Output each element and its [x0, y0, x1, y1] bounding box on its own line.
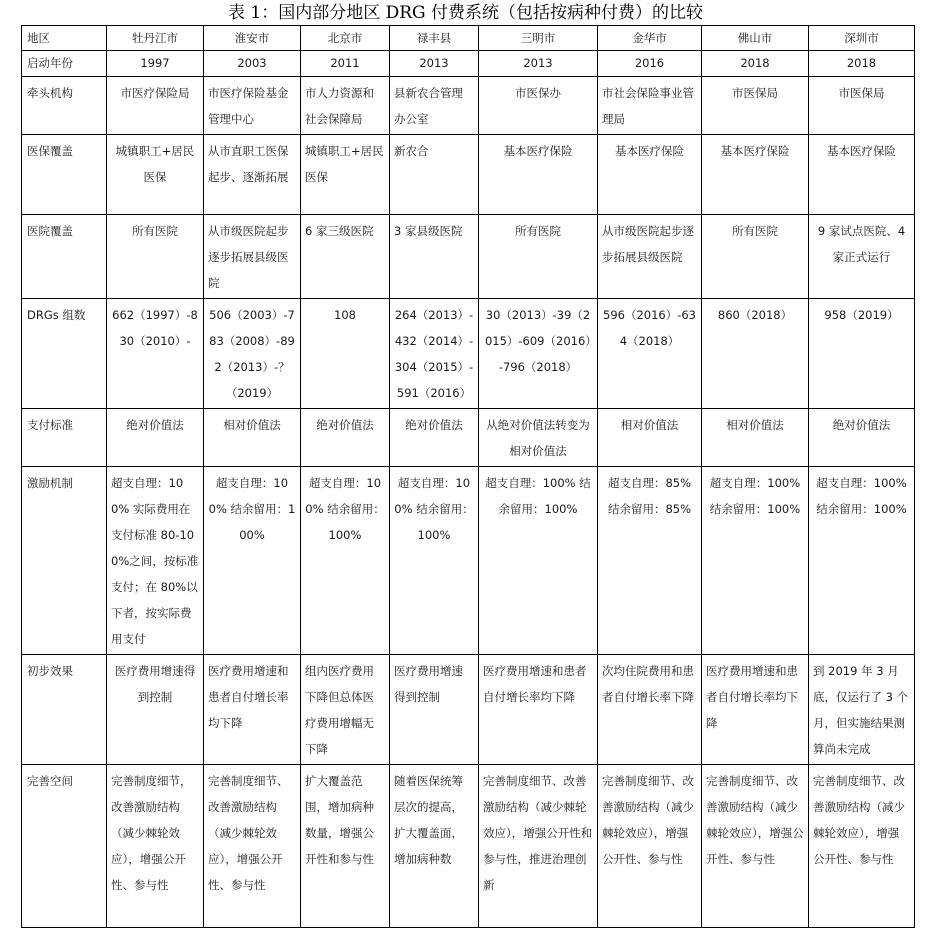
table-cell: 基本医疗保险: [809, 135, 915, 215]
table-cell: 所有医院: [479, 215, 598, 299]
row-label: 医院覆盖: [22, 215, 107, 299]
table-cell: 医疗费用增速得到控制: [107, 655, 204, 765]
table-cell: 超支自理：100% 结余留用：100%: [809, 467, 915, 655]
table-cell: 次均住院费用和患者自付增长率下降: [598, 655, 702, 765]
row-label: 完善空间: [22, 765, 107, 928]
row-label: 激励机制: [22, 467, 107, 655]
header-cell: 牡丹江市: [107, 26, 204, 51]
row-label: 支付标准: [22, 409, 107, 467]
table-cell: 从绝对价值法转变为相对价值法: [479, 409, 598, 467]
table-row: [22, 215, 915, 299]
header-cell: 佛山市: [702, 26, 809, 51]
table-cell: 相对价值法: [598, 409, 702, 467]
table-cell: 完善制度细节、改善激励结构（减少棘轮效应），增强公开性和参与性，推进治理创新: [479, 765, 598, 928]
header-row: [22, 26, 915, 51]
table-cell: 30（2013）-39（2015）-609（2016）-796（2018）: [479, 299, 598, 409]
table-cell: 绝对价值法: [809, 409, 915, 467]
table-cell: 超支自理：100% 实际费用在支付标准 80-100%之间，按标准支付；在 80%以下者，按实际费用支付: [107, 467, 204, 655]
table-cell: 2003: [204, 51, 301, 77]
row-label: DRGs 组数: [22, 299, 107, 409]
table-cell: 3 家县级医院: [390, 215, 479, 299]
table-cell: 超支自理：100% 结余留用：100%: [702, 467, 809, 655]
table-cell: 从市直职工医保起步、逐渐拓展: [204, 135, 301, 215]
table-cell: 超支自理：100% 结余留用：100%: [390, 467, 479, 655]
table-cell: 城镇职工+居民医保: [107, 135, 204, 215]
table-cell: 医疗费用增速和患者自付增长率均下降: [204, 655, 301, 765]
table-cell: 扩大覆盖范围，增加病种数量，增强公开性和参与性: [301, 765, 390, 928]
table-cell: 组内医疗费用下降但总体医疗费用增幅无下降: [301, 655, 390, 765]
table-cell: 市医保局: [809, 77, 915, 135]
table-cell: 完善制度细节、改善激励结构（减少棘轮效应），增强公开性、参与性: [598, 765, 702, 928]
header-cell: 北京市: [301, 26, 390, 51]
table-cell: 新农合: [390, 135, 479, 215]
table-cell: 医疗费用增速得到控制: [390, 655, 479, 765]
table-cell: 绝对价值法: [301, 409, 390, 467]
header-cell-region: 地区: [22, 26, 107, 51]
table-cell: 基本医疗保险: [702, 135, 809, 215]
table-cell: 958（2019）: [809, 299, 915, 409]
table-row: [22, 51, 915, 77]
header-cell: 深圳市: [809, 26, 915, 51]
table-cell: 2013: [479, 51, 598, 77]
row-label: 启动年份: [22, 51, 107, 77]
row-label: 医保覆盖: [22, 135, 107, 215]
table-row: [22, 467, 915, 655]
table-cell: 医疗费用增速和患者自付增长率均下降: [702, 655, 809, 765]
table-cell: 9 家试点医院、4 家正式运行: [809, 215, 915, 299]
table-row: [22, 135, 915, 215]
table-cell: 2016: [598, 51, 702, 77]
table-cell: 绝对价值法: [107, 409, 204, 467]
table-row: [22, 299, 915, 409]
table-cell: 市医保办: [479, 77, 598, 135]
table-cell: 基本医疗保险: [479, 135, 598, 215]
table-cell: 基本医疗保险: [598, 135, 702, 215]
row-label: 初步效果: [22, 655, 107, 765]
table-cell: 市医疗保险基金管理中心: [204, 77, 301, 135]
table-cell: 超支自理：85% 结余留用：85%: [598, 467, 702, 655]
table-cell: 相对价值法: [702, 409, 809, 467]
table-cell: 完善制度细节、改善激励结构（减少棘轮效应），增强公开性、参与性: [204, 765, 301, 928]
table-cell: 1997: [107, 51, 204, 77]
table-cell: 到 2019 年 3 月底，仅运行了 3 个月，但实施结果测算尚未完成: [809, 655, 915, 765]
table-cell: 完善制度细节，改善激励结构（减少棘轮效应），增强公开性、参与性: [107, 765, 204, 928]
table-cell: 超支自理：100% 结余留用：100%: [204, 467, 301, 655]
table-cell: 264（2013）-432（2014）-304（2015）-591（2016）: [390, 299, 479, 409]
row-label: 牵头机构: [22, 77, 107, 135]
table-cell: 2018: [702, 51, 809, 77]
table-cell: 随着医保统筹层次的提高，扩大覆盖面，增加病种数: [390, 765, 479, 928]
table-cell: 市人力资源和社会保障局: [301, 77, 390, 135]
table-cell: 所有医院: [107, 215, 204, 299]
table-cell: 108: [301, 299, 390, 409]
table-cell: 596（2016）-634（2018）: [598, 299, 702, 409]
table-row: [22, 409, 915, 467]
table-caption: 表 1：国内部分地区 DRG 付费系统（包括按病种付费）的比较: [227, 3, 704, 23]
table-cell: 县新农合管理办公室: [390, 77, 479, 135]
table-cell: 超支自理：100% 结余留用：100%: [301, 467, 390, 655]
table-cell: 市医保局: [702, 77, 809, 135]
table-cell: 506（2003）-783（2008）-892（2013）-？（2019）: [204, 299, 301, 409]
comparison-table: [21, 25, 915, 928]
header-cell: 金华市: [598, 26, 702, 51]
table-cell: 相对价值法: [204, 409, 301, 467]
table-cell: 从市级医院起步逐步拓展县级医院: [204, 215, 301, 299]
table-cell: 市社会保险事业管理局: [598, 77, 702, 135]
table-cell: 医疗费用增速和患者自付增长率均下降: [479, 655, 598, 765]
table-cell: 绝对价值法: [390, 409, 479, 467]
table-row: [22, 77, 915, 135]
table-cell: 从市级医院起步逐步拓展县级医院: [598, 215, 702, 299]
table-cell: 2011: [301, 51, 390, 77]
table-cell: 所有医院: [702, 215, 809, 299]
table-cell: 662（1997）-830（2010）-: [107, 299, 204, 409]
table-cell: 6 家三级医院: [301, 215, 390, 299]
header-cell: 三明市: [479, 26, 598, 51]
table-cell: 2013: [390, 51, 479, 77]
table-cell: 完善制度细节、改善激励结构（减少棘轮效应），增强公开性、参与性: [809, 765, 915, 928]
table-cell: 超支自理：100% 结余留用：100%: [479, 467, 598, 655]
table-row: [22, 765, 915, 928]
table-cell: 市医疗保险局: [107, 77, 204, 135]
header-cell: 禄丰县: [390, 26, 479, 51]
table-cell: 完善制度细节、改善激励结构（减少棘轮效应），增强公开性、参与性: [702, 765, 809, 928]
table-cell: 城镇职工+居民医保: [301, 135, 390, 215]
table-cell: 2018: [809, 51, 915, 77]
header-cell: 淮安市: [204, 26, 301, 51]
table-row: [22, 655, 915, 765]
table-cell: 860（2018）: [702, 299, 809, 409]
